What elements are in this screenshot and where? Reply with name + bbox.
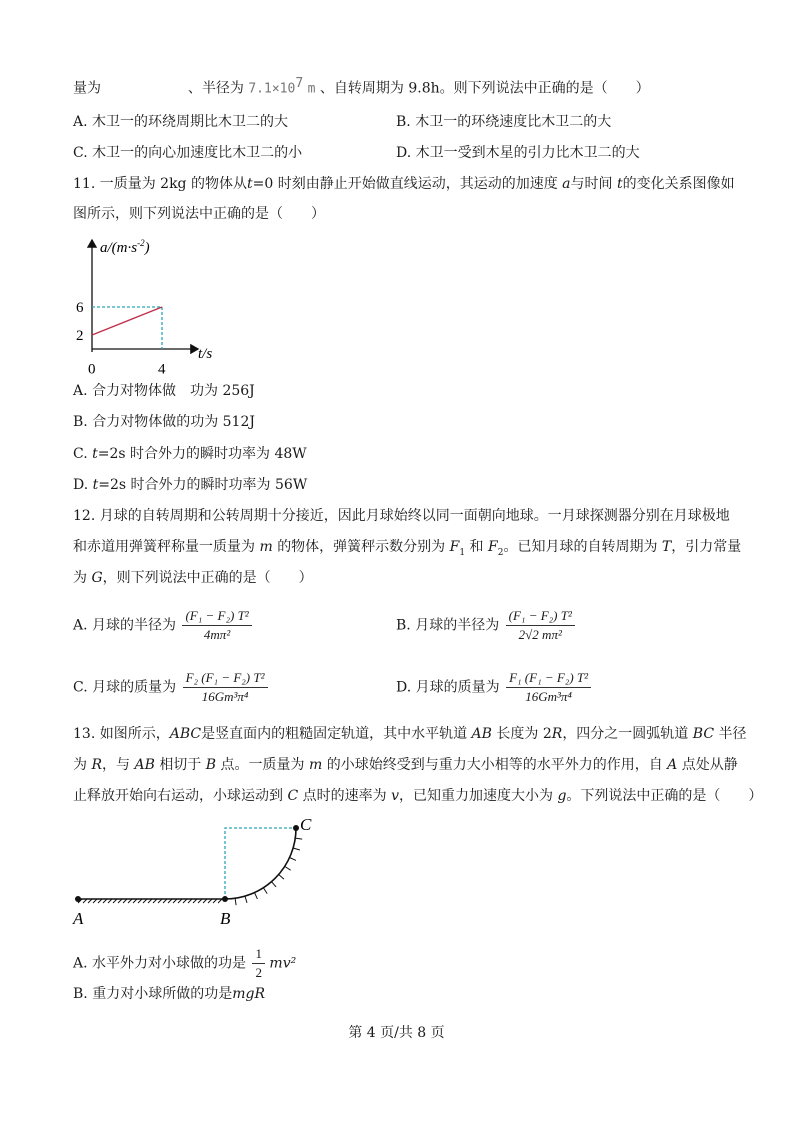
numerator: F₂ (F₁ − F₂) T² <box>183 670 268 688</box>
q13-r: R <box>551 726 563 742</box>
page-number: 第 4 页/共 8 页 <box>348 1025 445 1041</box>
q13-stem-line3 <box>73 786 762 806</box>
q12-f2-var: F <box>488 539 498 555</box>
q13-text: ，四分之一圆弧轨道 <box>562 726 689 742</box>
q10-text-a: 量为 <box>73 80 101 97</box>
numerator: (F₁ − F₂) T² <box>182 608 251 626</box>
q12-option-a[interactable] <box>73 608 252 643</box>
option-text: 木卫一的环绕速度比木卫二的大 <box>415 114 612 130</box>
q13-b: B <box>205 757 217 773</box>
q12-g-var: G <box>91 570 103 586</box>
option-label: B. <box>396 617 411 634</box>
q10-option-c[interactable] <box>73 143 302 163</box>
q12-option-b[interactable] <box>396 608 575 643</box>
q11-text-a: 11. 一质量为 2kg 的物体从 <box>73 176 247 192</box>
q11-stem-line2 <box>73 204 325 224</box>
q12-stem-line2 <box>73 537 741 563</box>
q12-m-var: m <box>259 539 273 555</box>
q12-text-a: 12. 月球的自转周期和公转周期十分接近，因此月球始终以同一面朝向地球。一月球探测器分别在月球极地 <box>73 508 730 524</box>
q12-and: 和 <box>469 539 484 555</box>
x-tick-label: 0 <box>88 361 96 378</box>
q13-stem-line1 <box>73 724 746 744</box>
denominator: 2 <box>255 965 262 980</box>
q12-text-b: 和赤道用弹簧秤称量一质量为 <box>73 539 255 555</box>
option-label: C. <box>73 679 88 696</box>
q11-text-c: 与时间 <box>570 176 613 192</box>
option-text: 月球的半径为 <box>415 617 500 634</box>
numerator: F₁ (F₁ − F₂) T² <box>506 670 591 688</box>
denominator: 16Gm³π⁴ <box>525 689 572 704</box>
q13-option-b[interactable] <box>73 984 265 1004</box>
q10-radius-unit: m <box>307 81 316 97</box>
q12-t-var: T <box>661 539 672 555</box>
y-tick-label: 2 <box>76 328 84 344</box>
q11-option-a[interactable] <box>73 381 255 401</box>
option-label: C. <box>73 145 88 161</box>
option-text: 月球的半径为 <box>92 617 177 634</box>
option-label: B. <box>73 986 88 1002</box>
q10-option-d[interactable] <box>396 143 640 163</box>
option-label: A. <box>73 383 88 399</box>
t-var: t <box>92 446 98 462</box>
series-line <box>92 307 162 335</box>
q10-text-b: 、半径为 <box>187 80 244 97</box>
q13-r: R <box>91 757 102 773</box>
q10-radius-exp: 7 <box>295 76 304 91</box>
q11-stem-line1 <box>73 174 735 194</box>
acceleration-time-chart <box>70 232 230 378</box>
q12-f1-var: F <box>449 539 460 555</box>
q13-option-a[interactable] <box>73 946 296 981</box>
point-b <box>222 896 228 902</box>
q13-text: 13. 如图所示， <box>73 726 170 742</box>
q13-text: 的小球始终受到与重力大小相等的水平外力的作用，自 <box>326 757 663 773</box>
t-var: t <box>92 477 99 493</box>
q10-stem-line <box>73 74 650 100</box>
q13-m: m <box>308 757 323 773</box>
numerator: 1 <box>252 946 265 964</box>
q11-text-e: 图所示，则下列说法中正确的是（ ） <box>73 206 325 222</box>
q12-text-c: 的物体，弹簧秤示数分别为 <box>277 539 446 555</box>
fraction <box>182 608 251 643</box>
q12-f1-sub: 1 <box>459 547 466 558</box>
denominator: 2√2 mπ² <box>518 627 562 642</box>
q13-text: 半径 <box>718 726 747 742</box>
option-label: A. <box>73 617 88 634</box>
q12-text-f: 为 <box>73 570 87 586</box>
q13-ab: AB <box>134 757 155 773</box>
q13-ab: AB <box>471 726 492 742</box>
q13-c: C <box>287 788 299 804</box>
q11-text-d: 的变化关系图像如 <box>622 176 735 192</box>
option-text: 月球的质量为 <box>92 679 177 696</box>
option-label: A. <box>73 955 88 972</box>
option-text: 木卫一的环绕周期比木卫二的大 <box>92 114 289 130</box>
fraction <box>183 670 268 705</box>
y-tick-label: 6 <box>76 300 84 316</box>
q11-t-var: t <box>616 176 623 192</box>
point-a <box>75 896 81 902</box>
option-text: 合力对物体做的功为 512J <box>92 414 255 430</box>
q11-option-c[interactable] <box>73 444 307 464</box>
fraction <box>506 670 591 705</box>
track-diagram <box>60 812 340 932</box>
q13-text: 相切于 <box>159 757 202 773</box>
fraction <box>506 608 575 643</box>
x-tick-label: 4 <box>158 361 166 378</box>
q11-t-var: t <box>246 176 253 192</box>
option-text: 木卫一受到木星的引力比木卫二的大 <box>415 145 640 161</box>
q11-option-b[interactable] <box>73 412 255 432</box>
label-a: A <box>73 909 84 928</box>
denominator: 4mπ² <box>203 627 231 642</box>
q13-text: ，与 <box>102 757 130 773</box>
label-b: B <box>220 909 231 928</box>
y-axis-label: $a/(m\cdot s^{-2})$ <box>100 238 150 256</box>
q10-radius-value: 7.1×10 <box>248 81 296 97</box>
q10-option-b[interactable] <box>396 112 611 132</box>
q13-text: 是竖直面内的粗糙固定轨道，其中水平轨道 <box>201 726 468 742</box>
q13-bc: BC <box>692 726 715 742</box>
q12-text-d: 。已知月球的自转周期为 <box>503 539 658 555</box>
q10-option-a[interactable] <box>73 112 288 132</box>
option-label: D. <box>73 477 89 493</box>
page-footer <box>0 1023 793 1043</box>
option-text: =2s 时合外力的瞬时功率为 56W <box>98 477 308 493</box>
q11-text-b: =0 时刻由静止开始做直线运动，其运动的加速度 <box>252 176 558 192</box>
q13-g: g <box>557 788 567 804</box>
q12-stem-line3 <box>73 568 313 588</box>
label-c: C <box>300 815 312 834</box>
point-c <box>293 825 299 831</box>
numerator: (F₁ − F₂) T² <box>506 608 575 626</box>
option-text: 月球的质量为 <box>415 679 500 696</box>
q13-a: A <box>667 757 678 773</box>
q12-text-g: ，则下列说法中正确的是（ ） <box>102 570 313 586</box>
option-text: 合力对物体做 功为 256J <box>92 383 255 399</box>
q12-text-e: ，引力常量 <box>671 539 742 555</box>
option-label: D. <box>396 679 412 696</box>
q12-option-d[interactable] <box>396 670 591 705</box>
x-axis-label: t/s <box>198 346 213 362</box>
q13-text: ，已知重力加速度大小为 <box>399 788 553 804</box>
option-label: B. <box>73 414 88 430</box>
option-label: C. <box>73 446 88 462</box>
arc-track-bc <box>225 828 296 899</box>
option-formula: mv² <box>269 955 297 972</box>
q13-text: 。下列说法中正确的是（ ） <box>566 788 763 804</box>
q10-text-c: 、自转周期为 9.8h。则下列说法中正确的是（ ） <box>319 80 650 97</box>
q13-text: 为 <box>73 757 87 773</box>
q11-option-d[interactable] <box>73 475 307 495</box>
option-text: 水平外力对小球做的功是 <box>92 955 247 972</box>
option-text: 木卫一的向心加速度比木卫二的小 <box>92 145 303 161</box>
option-text: =2s 时合外力的瞬时功率为 48W <box>97 446 307 462</box>
q13-text: 点时的速率为 <box>302 788 387 804</box>
q13-abc: ABC <box>169 726 202 742</box>
q12-option-c[interactable] <box>73 670 268 705</box>
q12-f2-sub: 2 <box>497 547 504 558</box>
option-label: D. <box>396 145 412 161</box>
q12-stem-line1 <box>73 506 730 526</box>
q13-stem-line2 <box>73 755 738 775</box>
radius-guide-lines <box>225 828 296 899</box>
q13-text: 止释放开始向右运动，小球运动到 <box>73 788 283 804</box>
fraction <box>252 946 265 981</box>
q13-text: 点处从静 <box>681 757 738 773</box>
q13-v: v <box>391 788 399 804</box>
option-formula: mgR <box>232 986 265 1002</box>
q13-text: 长度为 2 <box>496 726 552 742</box>
option-label: B. <box>396 114 411 130</box>
q11-a-var: a <box>562 176 571 192</box>
arc-hatching <box>235 838 302 905</box>
q13-text: 点。一质量为 <box>220 757 305 773</box>
option-label: A. <box>73 114 88 130</box>
option-text: 重力对小球所做的功是 <box>92 986 233 1002</box>
denominator: 16Gm³π⁴ <box>201 689 249 704</box>
